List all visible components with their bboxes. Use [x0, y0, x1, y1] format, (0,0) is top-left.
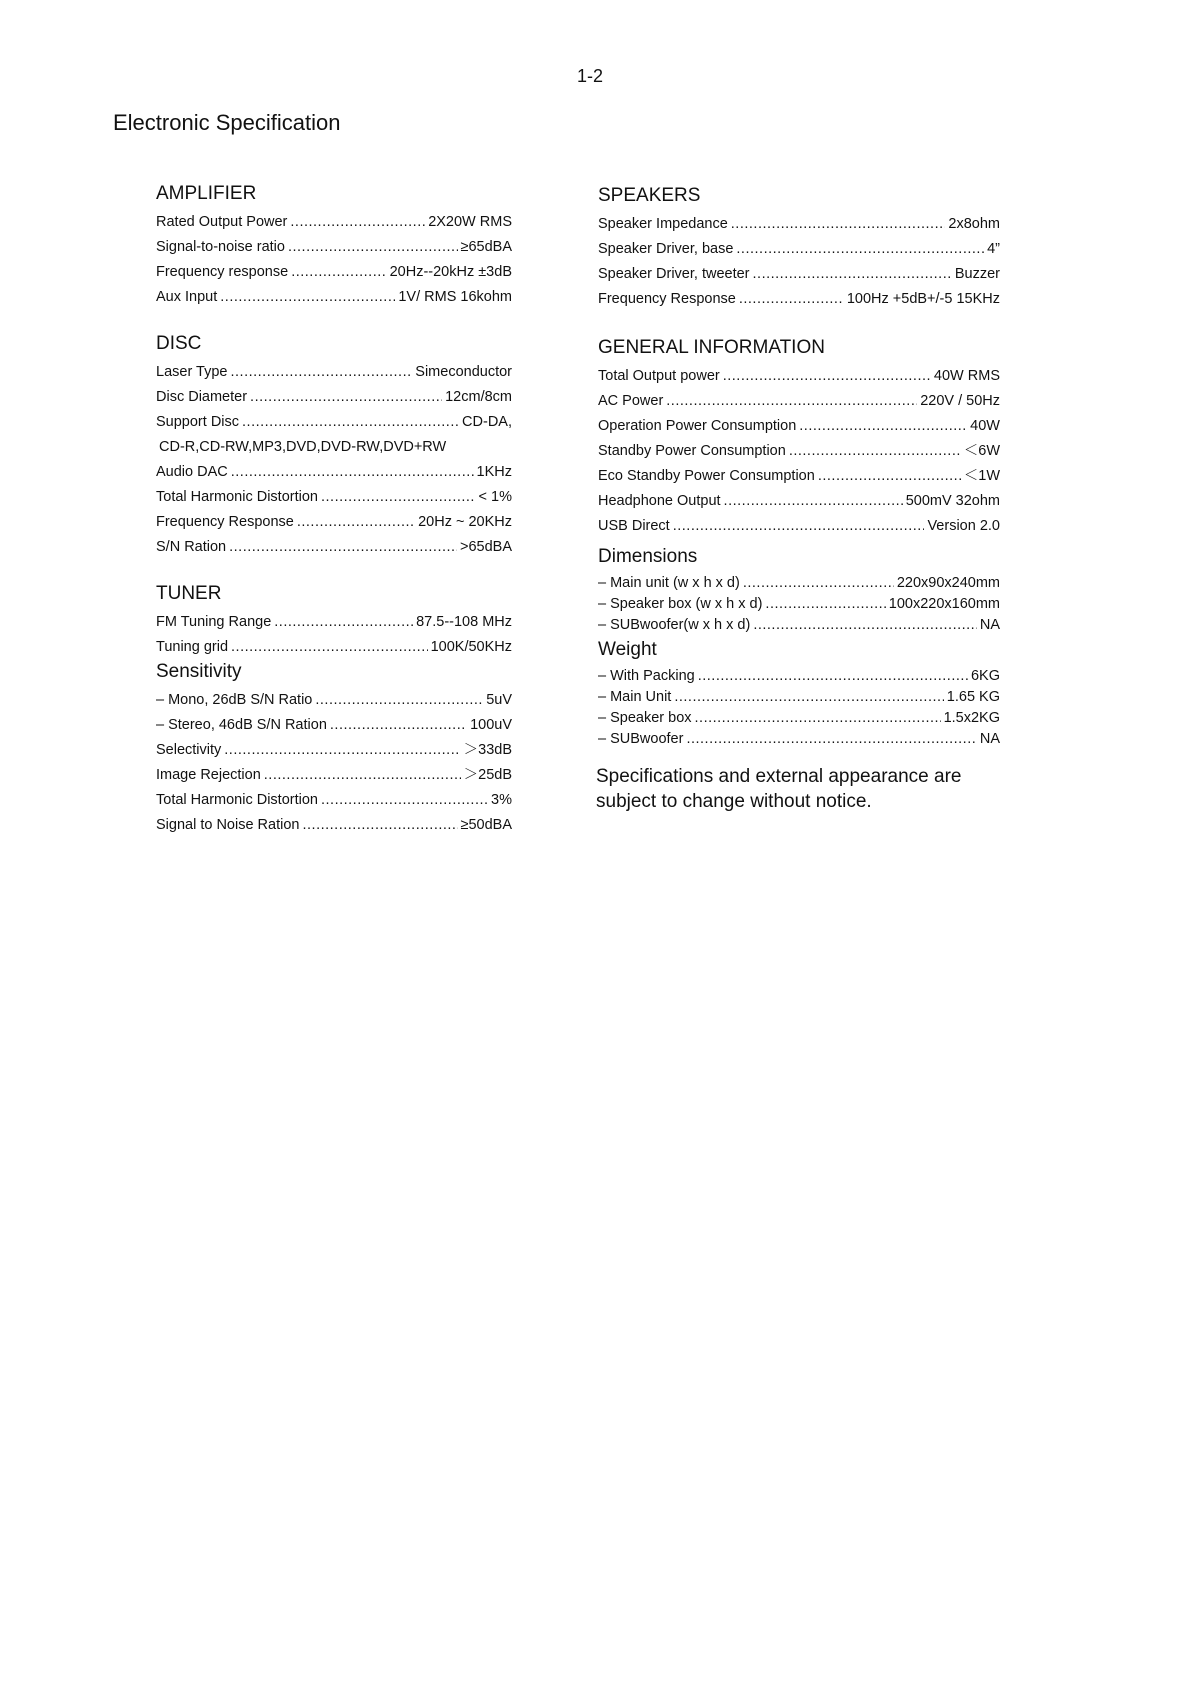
right-spec-column: [598, 184, 1000, 750]
spec-row: [598, 687, 1000, 708]
spec-value: 5uV: [486, 692, 512, 708]
spec-row: [156, 510, 512, 535]
spec-row: [156, 788, 512, 813]
spec-row: [156, 610, 512, 635]
dot-leader: [315, 688, 483, 713]
section-heading: GENERAL INFORMATION: [598, 337, 825, 358]
spec-row: [156, 713, 512, 738]
spec-label: Speaker Driver, tweeter: [598, 266, 750, 282]
general-information-section: [598, 336, 1000, 539]
spec-value: Simeconductor: [415, 364, 512, 380]
spec-label: Headphone Output: [598, 493, 721, 509]
spec-list: [156, 360, 512, 435]
dot-leader: [698, 666, 968, 687]
spec-label: Speaker Driver, base: [598, 241, 734, 257]
spec-row: [598, 464, 1000, 489]
spec-row: [156, 360, 512, 385]
dot-leader: [723, 364, 931, 389]
sensitivity-heading: Sensitivity: [156, 661, 242, 682]
spec-row: [598, 262, 1000, 287]
spec-label: Frequency Response: [156, 514, 294, 530]
spec-row: [598, 729, 1000, 750]
dot-leader: [666, 389, 917, 414]
section-heading: DISC: [156, 333, 202, 354]
spec-label: – Main Unit: [598, 689, 672, 705]
spec-row: [598, 237, 1000, 262]
spec-value: 1.65 KG: [946, 689, 1000, 705]
spec-label: Frequency response: [156, 264, 289, 280]
dot-leader: [274, 610, 413, 635]
dot-leader: [290, 210, 425, 235]
spec-value: 3%: [491, 792, 512, 808]
speakers-section: [598, 184, 1000, 312]
spec-value: 4”: [987, 241, 1000, 257]
spec-row: [598, 439, 1000, 464]
spec-label: – Mono, 26dB S/N Ratio: [156, 692, 313, 708]
spec-value: 100x220x160mm: [888, 596, 1000, 612]
spec-label: FM Tuning Range: [156, 614, 272, 630]
spec-row: [598, 615, 1000, 636]
dot-leader: [231, 460, 474, 485]
dot-leader: [229, 535, 457, 560]
notice-line: subject to change without notice.: [596, 791, 872, 812]
spec-row: [598, 287, 1000, 312]
section-heading: SPEAKERS: [598, 185, 701, 206]
spec-value: 6KG: [970, 668, 1000, 684]
dot-leader: [264, 763, 461, 788]
spec-value: 1.5x2KG: [943, 710, 1000, 726]
dot-leader: [291, 260, 386, 285]
dot-leader: [231, 635, 428, 660]
spec-list: [598, 212, 1000, 312]
spec-value: ＜1W: [963, 468, 1000, 484]
dot-leader: [743, 573, 894, 594]
spec-value: 100uV: [470, 717, 512, 733]
spec-list: [156, 688, 512, 838]
spec-row: [156, 210, 512, 235]
spec-value: ＞33dB: [463, 742, 512, 758]
spec-value: 100K/50KHz: [430, 639, 512, 655]
dot-leader: [739, 287, 844, 312]
dot-leader: [288, 235, 458, 260]
spec-value: 40W RMS: [933, 368, 1000, 384]
dot-leader: [321, 485, 476, 510]
spec-value: NA: [979, 617, 1000, 633]
spec-row: [598, 364, 1000, 389]
dot-leader: [753, 615, 977, 636]
spec-row: [598, 514, 1000, 539]
spec-value: ＞25dB: [463, 767, 512, 783]
tuner-section: [156, 582, 512, 838]
dot-leader: [736, 237, 984, 262]
spec-row: [598, 212, 1000, 237]
spec-row: [156, 385, 512, 410]
spec-value: 12cm/8cm: [445, 389, 512, 405]
amplifier-section: [156, 182, 512, 310]
spec-row: [156, 260, 512, 285]
spec-row: [156, 535, 512, 560]
dot-leader: [765, 594, 885, 615]
dot-leader: [799, 414, 967, 439]
dot-leader: [724, 489, 903, 514]
spec-label: Image Rejection: [156, 767, 261, 783]
spec-row: [156, 688, 512, 713]
spec-list: [156, 460, 512, 560]
section-heading: TUNER: [156, 583, 222, 604]
spec-row: [156, 235, 512, 260]
dot-leader: [731, 212, 946, 237]
dot-leader: [297, 510, 415, 535]
spec-value: NA: [979, 731, 1000, 747]
dot-leader: [674, 687, 943, 708]
disclaimer-notice: [596, 764, 1016, 814]
dot-leader: [673, 514, 925, 539]
spec-label: Signal-to-noise ratio: [156, 239, 285, 255]
disc-section: [156, 332, 512, 560]
dot-leader: [230, 360, 412, 385]
spec-value: 220x90x240mm: [896, 575, 1000, 591]
spec-list: [156, 210, 512, 310]
spec-row: [598, 489, 1000, 514]
spec-label: Speaker Impedance: [598, 216, 728, 232]
spec-row: [156, 635, 512, 660]
spec-label: – Main unit (w x h x d): [598, 575, 740, 591]
spec-label: – Speaker box: [598, 710, 692, 726]
spec-row: [598, 414, 1000, 439]
spec-value: ＜6W: [963, 443, 1000, 459]
spec-value: 220V / 50Hz: [920, 393, 1000, 409]
spec-row: [598, 666, 1000, 687]
spec-list: [598, 364, 1000, 539]
spec-label: Total Harmonic Distortion: [156, 792, 318, 808]
spec-label: – With Packing: [598, 668, 695, 684]
spec-label: – SUBwoofer: [598, 731, 684, 747]
dot-leader: [302, 813, 457, 838]
spec-label: – Stereo, 46dB S/N Ration: [156, 717, 327, 733]
spec-label: Selectivity: [156, 742, 222, 758]
dot-leader: [242, 410, 459, 435]
spec-value: 500mV 32ohm: [905, 493, 1000, 509]
spec-label: Support Disc: [156, 414, 240, 430]
spec-row: [598, 573, 1000, 594]
spec-label: Total Harmonic Distortion: [156, 489, 318, 505]
spec-row: [156, 285, 512, 310]
spec-value: 100Hz +5dB+/-5 15KHz: [846, 291, 1000, 307]
left-spec-column: [156, 182, 512, 838]
spec-value: 20Hz ~ 20KHz: [418, 514, 512, 530]
section-heading: Weight: [598, 639, 657, 660]
dot-leader: [695, 708, 941, 729]
spec-row: [156, 410, 512, 435]
spec-value: 2X20W RMS: [428, 214, 512, 230]
spec-row: [598, 708, 1000, 729]
spec-row: [156, 763, 512, 788]
spec-list: [598, 573, 1000, 636]
spec-label: Audio DAC: [156, 464, 228, 480]
section-heading: AMPLIFIER: [156, 183, 257, 204]
spec-label: – SUBwoofer(w x h x d): [598, 617, 751, 633]
spec-row: [156, 813, 512, 838]
spec-value: 20Hz--20kHz ±3dB: [389, 264, 512, 280]
spec-value: Buzzer: [954, 266, 1000, 282]
spec-label: Disc Diameter: [156, 389, 248, 405]
dot-leader: [753, 262, 952, 287]
weight-section: [598, 638, 1000, 750]
spec-label: AC Power: [598, 393, 664, 409]
spec-value: 2x8ohm: [948, 216, 1000, 232]
spec-label: Standby Power Consumption: [598, 443, 786, 459]
spec-value: < 1%: [478, 489, 512, 505]
spec-label: Operation Power Consumption: [598, 418, 797, 434]
spec-value: 87.5--108 MHz: [416, 614, 512, 630]
dot-leader: [818, 464, 961, 489]
spec-row: [598, 389, 1000, 414]
dot-leader: [250, 385, 442, 410]
spec-value: 40W: [970, 418, 1000, 434]
spec-value: ≥50dBA: [460, 817, 512, 833]
spec-value: 1V/ RMS 16kohm: [398, 289, 512, 305]
notice-line: Specifications and external appearance are: [596, 766, 962, 787]
spec-label: Laser Type: [156, 364, 228, 380]
spec-label: USB Direct: [598, 518, 670, 534]
spec-value: Version 2.0: [927, 518, 1000, 534]
spec-value: 1KHz: [476, 464, 512, 480]
spec-label: Tuning grid: [156, 639, 229, 655]
section-heading: Dimensions: [598, 546, 698, 567]
dot-leader: [330, 713, 467, 738]
dot-leader: [224, 738, 460, 763]
spec-row: [156, 485, 512, 510]
dimensions-section: [598, 545, 1000, 636]
spec-label: Aux Input: [156, 289, 218, 305]
spec-label: Eco Standby Power Consumption: [598, 468, 815, 484]
spec-row: [156, 738, 512, 763]
spec-label: – Speaker box (w x h x d): [598, 596, 763, 612]
spec-row: [598, 594, 1000, 615]
support-disc-continued: CD-R,CD-RW,MP3,DVD,DVD-RW,DVD+RW: [159, 439, 447, 455]
spec-list: [598, 666, 1000, 750]
spec-label: S/N Ration: [156, 539, 227, 555]
spec-row: [156, 460, 512, 485]
spec-value: >65dBA: [459, 539, 512, 555]
spec-value: CD-DA,: [462, 414, 512, 430]
spec-label: Total Output power: [598, 368, 720, 384]
spec-label: Signal to Noise Ration: [156, 817, 300, 833]
spec-label: Frequency Response: [598, 291, 736, 307]
spec-label: Rated Output Power: [156, 214, 288, 230]
dot-leader: [220, 285, 395, 310]
dot-leader: [686, 729, 976, 750]
spec-value: ≥65dBA: [460, 239, 512, 255]
dot-leader: [789, 439, 961, 464]
page-title: Electronic Specification: [113, 110, 341, 135]
dot-leader: [321, 788, 488, 813]
page-number: 1-2: [576, 66, 603, 86]
spec-list: [156, 610, 512, 660]
